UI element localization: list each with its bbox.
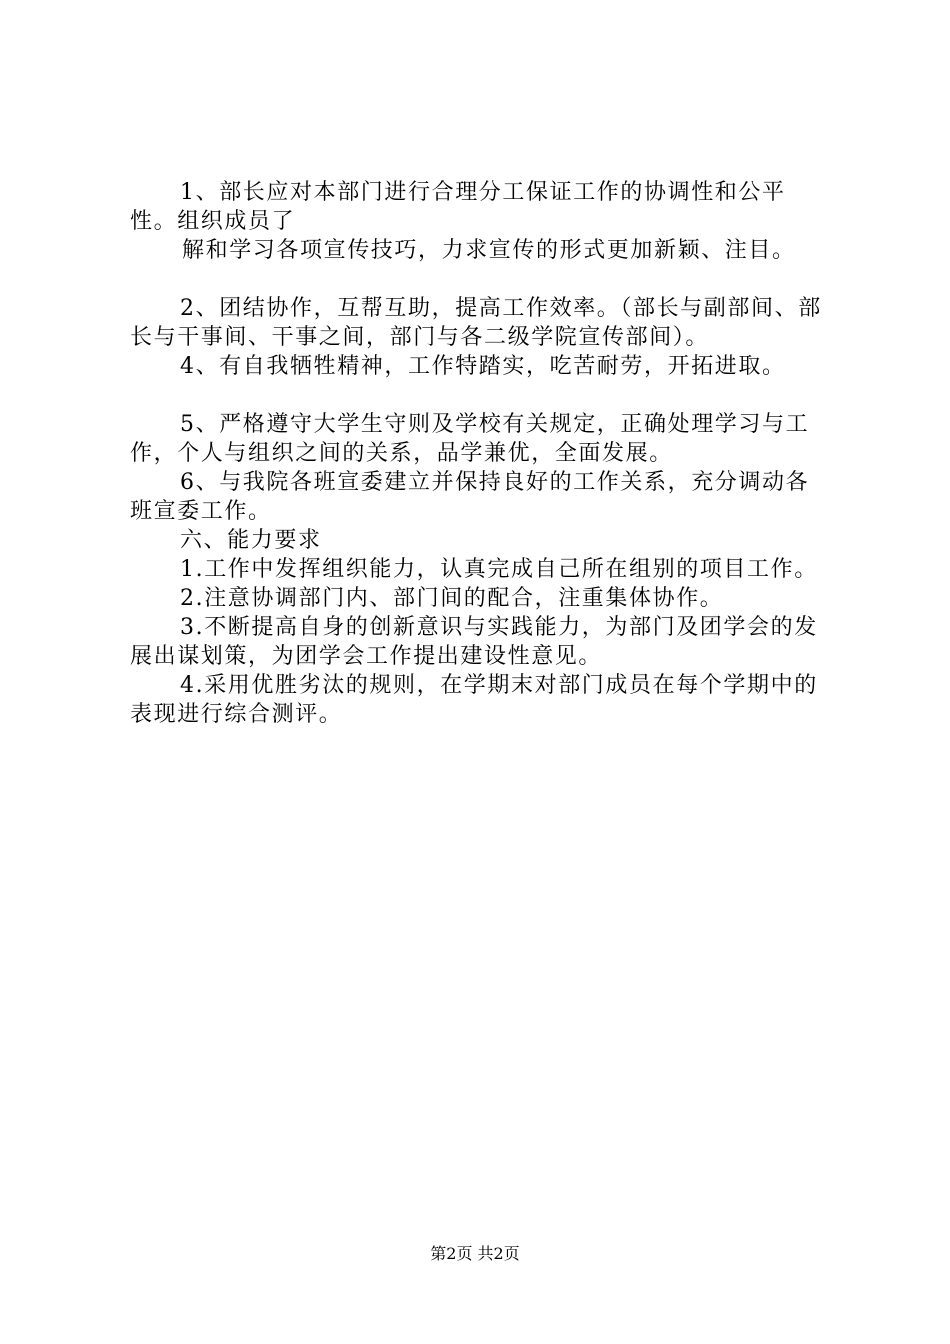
paragraph-duty-2: 2、团结协作，互帮互助，提高工作效率。（部长与副部间、部长与干事间、干事之间，部门与各二级学院宣传部间）。 [130,296,822,350]
document-body [130,178,830,729]
paragraph-ability-3: 3.不断提高自身的创新意识与实践能力，为部门及团学会的发展出谋划策，为团学会工作提出建设性意见。 [130,615,818,669]
paragraph-ability-1: 1.工作中发挥组织能力，认真完成自己所在组别的项目工作。 [180,557,818,582]
paragraph-duty-6: 6、与我院各班宣委建立并保持良好的工作关系，充分调动各班宣委工作。 [130,470,810,524]
paragraph-duty-1: 1、部长应对本部门进行合理分工保证工作的协调性和公平性。组织成员了 [130,180,786,234]
paragraph-duty-4: 4、有自我牺牲精神，工作特踏实，吃苦耐劳，开拓进取。 [180,354,786,379]
paragraph-duty-5: 5、严格遵守大学生守则及学校有关规定，正确处理学习与工作，个人与组织之间的关系，品学兼优，全面发展。 [130,412,810,466]
paragraph-ability-4: 4.采用优胜劣汰的规则，在学期末对部门成员在每个学期中的表现进行综合测评。 [130,673,818,727]
page-number-footer: 第2页 共2页 [430,1244,520,1263]
section-heading-ability: 六、能力要求 [180,528,322,553]
paragraph-ability-2: 2.注意协调部门内、部门间的配合，注重集体协作。 [180,586,724,611]
paragraph-duty-1-continued: 解和学习各项宣传技巧，力求宣传的形式更加新颖、注目。 [182,238,796,263]
